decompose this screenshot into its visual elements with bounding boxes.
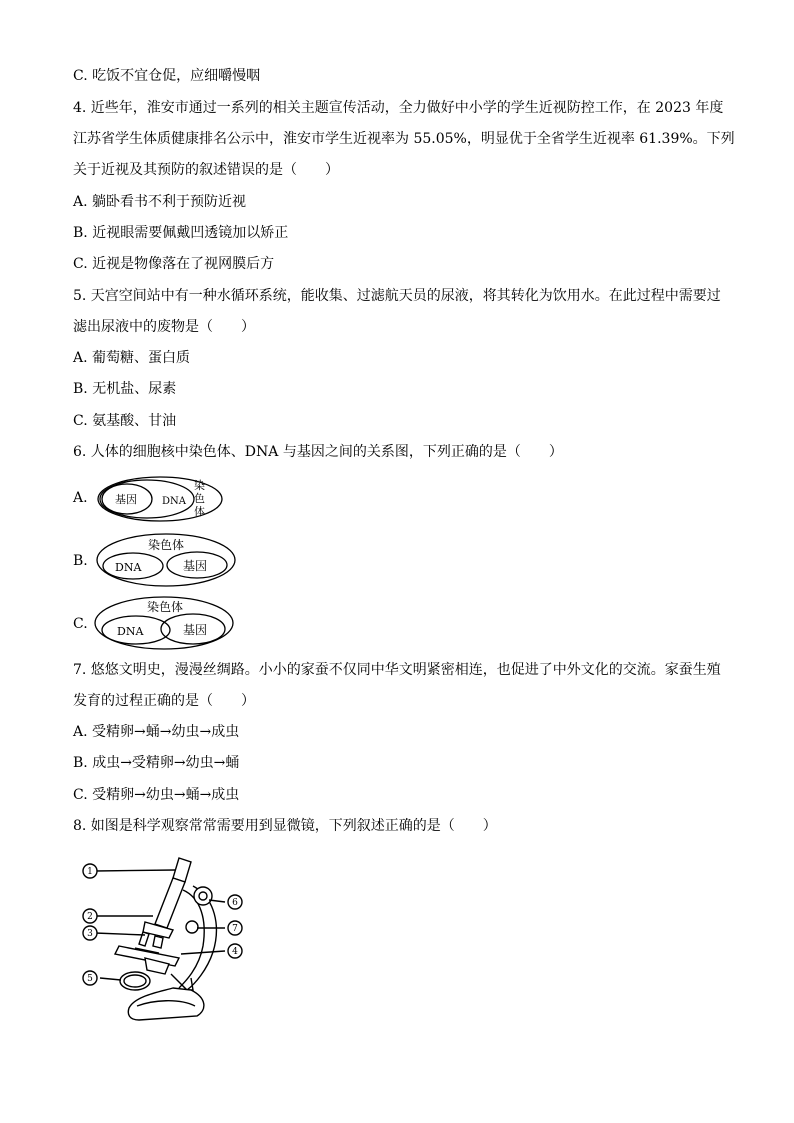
q6-option-b-label: B. <box>73 553 88 569</box>
gene-label: 基因 <box>115 493 137 506</box>
gene-label: 基因 <box>183 559 208 573</box>
chromosome-char1: 染 <box>194 479 205 492</box>
q5-option-b: B. 无机盐、尿素 <box>73 381 177 397</box>
q7-option-b: B. 成虫→受精卵→幼虫→蛹 <box>73 755 240 771</box>
q6-option-c-label: C. <box>73 616 88 632</box>
q4-option-a: A. 躺卧看书不利于预防近视 <box>73 194 247 210</box>
microscope-diagram <box>75 850 275 1030</box>
q6-stem: 6. 人体的细胞核中染色体、DNA 与基因之间的关系图，下列正确的是（ ） <box>73 444 563 460</box>
label-7: 7 <box>232 924 238 934</box>
q5-option-a: A. 葡萄糖、蛋白质 <box>73 350 191 366</box>
q6-option-a-label: A. <box>73 490 88 506</box>
dna-label: DNA <box>117 625 144 638</box>
q6-diagram-c <box>92 595 240 651</box>
q4-option-b: B. 近视眼需要佩戴凹透镜加以矫正 <box>73 225 289 241</box>
label-3: 3 <box>87 929 93 939</box>
q5-option-c: C. 氨基酸、甘油 <box>73 413 177 429</box>
q4-option-c: C. 近视是物像落在了视网膜后方 <box>73 256 275 272</box>
q7-option-a: A. 受精卵→蛹→幼虫→成虫 <box>73 724 240 740</box>
q7-option-c: C. 受精卵→幼虫→蛹→成虫 <box>73 787 240 803</box>
label-6: 6 <box>232 898 238 908</box>
q5-stem-line2: 滤出尿液中的废物是（ ） <box>73 319 255 335</box>
q8-stem: 8. 如图是科学观察常常需要用到显微镜，下列叙述正确的是（ ） <box>73 818 497 834</box>
chromosome-char2: 色 <box>194 492 205 505</box>
label-5: 5 <box>87 974 93 984</box>
gene-label: 基因 <box>183 623 208 637</box>
chromosome-label: 染色体 <box>147 600 184 614</box>
q7-stem-line2: 发育的过程正确的是（ ） <box>73 693 255 709</box>
q4-stem-line2: 江苏省学生体质健康排名公示中，淮安市学生近视率为 55.05%，明显优于全省学生近视率 61.39%。下列 <box>73 131 735 147</box>
q4-stem-line3: 关于近视及其预防的叙述错误的是（ ） <box>73 162 339 178</box>
label-2: 2 <box>87 912 93 922</box>
label-4: 4 <box>232 947 238 957</box>
q7-stem-line1: 7. 悠悠文明史，漫漫丝绸路。小小的家蚕不仅同中华文明紧密相连，也促进了中外文化的交流。家蚕生殖 <box>73 662 721 678</box>
q6-diagram-a <box>95 472 235 528</box>
label-1: 1 <box>87 867 93 877</box>
q6-diagram-b <box>95 532 240 588</box>
dna-label: DNA <box>162 496 186 507</box>
q4-stem-line1: 4. 近些年，淮安市通过一系列的相关主题宣传活动，全力做好中小学的学生近视防控工作，在 2023 年度 <box>73 100 724 116</box>
q3-option-c: C. 吃饭不宜仓促，应细嚼慢咽 <box>73 68 261 84</box>
chromosome-char3: 体 <box>194 505 205 518</box>
chromosome-label: 染色体 <box>148 538 185 552</box>
q5-stem-line1: 5. 天宫空间站中有一种水循环系统，能收集、过滤航天员的尿液，将其转化为饮用水。在此过程中需要过 <box>73 288 721 304</box>
dna-label: DNA <box>115 561 142 574</box>
